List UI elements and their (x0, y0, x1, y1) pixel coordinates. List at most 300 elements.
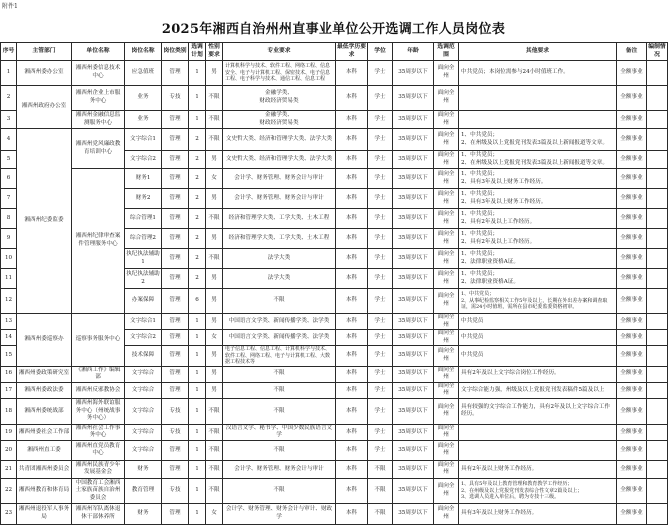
cell-gender: 女 (206, 503, 223, 524)
cell-note: 全额事业 (617, 366, 647, 382)
cell-scope: 面向全州 (434, 503, 459, 524)
cell-other: 1、中共党员； 2、具有2年及以上工作经历。 (459, 229, 617, 249)
cell-plan: 1 (189, 503, 206, 524)
cell-gender: 不限 (206, 111, 223, 129)
cell-plan: 1 (189, 478, 206, 503)
header-note: 备注 (617, 43, 647, 61)
cell-no: 18 (1, 398, 17, 424)
cell-scope: 面向全州 (434, 289, 459, 314)
cell-edu: 本科 (336, 209, 368, 229)
cell-degree: 学士 (368, 424, 393, 440)
cell-department: 共青团湘西州委员会 (17, 460, 72, 478)
cell-scope: 面向全州 (434, 330, 459, 346)
cell-major: 不限 (223, 289, 336, 314)
cell-no: 2 (1, 86, 17, 111)
cell-degree: 学士 (368, 314, 393, 330)
cell-post: 财务1 (125, 169, 162, 189)
cell-age: 35周岁以下 (393, 398, 434, 424)
cell-staff (647, 289, 668, 314)
cell-type: 管理 (162, 460, 189, 478)
cell-type: 管理 (162, 346, 189, 367)
cell-major: 不限 (223, 398, 336, 424)
cell-other: 1、中共党员； 2、具有3年及以上财务工作经历。 (459, 169, 617, 189)
cell-no: 12 (1, 289, 17, 314)
header-other: 其他要求 (459, 43, 617, 61)
cell-unit: 湘西州社会工作事务中心 (72, 424, 125, 440)
cell-type: 管理 (162, 382, 189, 398)
cell-age: 35周岁以下 (393, 86, 434, 111)
cell-note: 全额事业 (617, 314, 647, 330)
cell-staff (647, 503, 668, 524)
header-edu: 最低学历要求 (336, 43, 368, 61)
cell-department: 湘西州纪委监委 (17, 129, 72, 314)
cell-age: 35周岁以下 (393, 330, 434, 346)
cell-gender: 男 (206, 346, 223, 367)
cell-plan: 2 (189, 269, 206, 289)
cell-unit: 湘西州直党员教育中心 (72, 440, 125, 460)
cell-degree: 学士 (368, 111, 393, 129)
cell-type: 专技 (162, 424, 189, 440)
cell-major: 会计学、财务管理、财务会计与审计 (223, 169, 336, 189)
cell-scope: 面向全州 (434, 478, 459, 503)
cell-gender: 不限 (206, 478, 223, 503)
cell-staff (647, 249, 668, 269)
cell-scope: 面向全州 (434, 366, 459, 382)
cell-major: 不限 (223, 440, 336, 460)
cell-unit: 湘西州军队离休退休干部休养所 (72, 503, 125, 524)
page-title: 2025年湘西自治州州直事业单位公开选调工作人员岗位表 (161, 22, 506, 37)
cell-scope: 面向全州 (434, 249, 459, 269)
header-degree: 学位 (368, 43, 393, 61)
cell-note: 全额事业 (617, 169, 647, 189)
cell-other: 1、中共党员； 2、法律职业资格A证。 (459, 249, 617, 269)
cell-note: 全额事业 (617, 249, 647, 269)
table-row (1, 129, 668, 151)
cell-staff (647, 129, 668, 151)
cell-major: 文史哲大类、经济和管理学大类、法学大类 (223, 129, 336, 151)
cell-degree: 学士 (368, 440, 393, 460)
cell-major: 电子信息工程、信息工程、计算机科学与技术、软件工程、网络工程、电子与计算机工程、大数据工程技术等 (223, 346, 336, 367)
cell-scope: 面向全州 (434, 189, 459, 209)
cell-type: 管理 (162, 503, 189, 524)
cell-edu: 本科 (336, 503, 368, 524)
cell-age: 35周岁以下 (393, 61, 434, 86)
cell-staff (647, 382, 668, 398)
cell-plan: 2 (189, 209, 206, 229)
cell-other: 1、具有5年及以上教育管理和教育教学工作经历； 2、在州级及以上党报党刊发表综合性文章2篇及以上； 3、选调人员进入单位后，聘为专技十三级。 (459, 478, 617, 503)
cell-type: 管理 (162, 189, 189, 209)
cell-post: 文字综合 (125, 366, 162, 382)
cell-edu: 本科 (336, 478, 368, 503)
cell-other: 具有2年及以上财务工作经历。 (459, 460, 617, 478)
cell-type: 管理 (162, 289, 189, 314)
cell-age: 35周岁以下 (393, 111, 434, 129)
cell-age: 35周岁以下 (393, 366, 434, 382)
cell-unit: 湘西州民族青少年发展基金会 (72, 460, 125, 478)
cell-edu: 本科 (336, 189, 368, 209)
cell-degree: 学士 (368, 169, 393, 189)
cell-scope: 面向全州 (434, 440, 459, 460)
cell-no: 13 (1, 314, 17, 330)
cell-age: 35周岁以下 (393, 382, 434, 398)
cell-staff (647, 424, 668, 440)
cell-post: 文字综合 (125, 398, 162, 424)
cell-unit: 湘西州反邪教协会 (72, 382, 125, 398)
cell-other: 中共党员 (459, 314, 617, 330)
cell-plan: 6 (189, 289, 206, 314)
header-type: 岗位类别 (162, 43, 189, 61)
cell-post: 综合管理2 (125, 229, 162, 249)
cell-major: 会计学、财务管理、财务会计与审计、财政学 (223, 503, 336, 524)
cell-scope: 面向全州 (434, 269, 459, 289)
cell-degree: 学士 (368, 61, 393, 86)
cell-staff (647, 111, 668, 129)
cell-staff (647, 460, 668, 478)
cell-age: 35周岁以下 (393, 249, 434, 269)
cell-staff (647, 151, 668, 169)
cell-department: 湘西州教育和体育局 (17, 478, 72, 503)
cell-other (459, 86, 617, 111)
table-row (1, 460, 668, 478)
table-row (1, 61, 668, 86)
table-header-row (1, 43, 668, 61)
cell-staff (647, 189, 668, 209)
cell-age: 35周岁以下 (393, 269, 434, 289)
cell-edu: 本科 (336, 424, 368, 440)
cell-department: 湘西州委办公室 (17, 61, 72, 86)
cell-edu: 本科 (336, 330, 368, 346)
table-row (1, 169, 668, 189)
cell-note: 全额事业 (617, 111, 647, 129)
cell-type: 管理 (162, 269, 189, 289)
cell-gender: 男 (206, 151, 223, 169)
cell-note: 全额事业 (617, 289, 647, 314)
cell-type: 管理 (162, 314, 189, 330)
cell-degree: 学士 (368, 382, 393, 398)
cell-unit: 湘西州纪律审查案件管理服务中心 (72, 169, 125, 314)
cell-no: 8 (1, 209, 17, 229)
cell-gender: 不限 (206, 460, 223, 478)
cell-other: 1、中共党员； 2、具有3年及以上财务工作经历。 (459, 189, 617, 209)
cell-other: 具有3年及以上财务工作经历。 (459, 503, 617, 524)
cell-major: 会计学、财务管理、财务会计与审计 (223, 460, 336, 478)
cell-edu: 本科 (336, 440, 368, 460)
cell-department: 湘西州委政策研究室 (17, 366, 72, 382)
cell-post: 文字综合 (125, 382, 162, 398)
cell-scope: 面向全州 (434, 382, 459, 398)
cell-major: 计算机科学与技术、软件工程、网络工程、信息安全、电子与计算机工程、保密技术、电子信息工程、电子科学与技术、通信工程、信息工程 (223, 61, 336, 86)
cell-gender: 不限 (206, 440, 223, 460)
cell-other (459, 424, 617, 440)
cell-degree: 学士 (368, 189, 393, 209)
cell-no: 11 (1, 269, 17, 289)
attachment-label: 附件1 (2, 3, 18, 10)
cell-unit: 中国教育工会湘西土家族苗族自治州委员会 (72, 478, 125, 503)
header-post: 岗位名称 (125, 43, 162, 61)
cell-plan: 1 (189, 111, 206, 129)
cell-scope: 面向全州 (434, 209, 459, 229)
cell-scope: 面向全州 (434, 129, 459, 151)
cell-major: 文史哲大类、经济和管理学大类、法学大类 (223, 151, 336, 169)
cell-post: 财务 (125, 503, 162, 524)
cell-gender: 男 (206, 61, 223, 86)
cell-degree: 不限 (368, 460, 393, 478)
cell-type: 管理 (162, 249, 189, 269)
table-row (1, 314, 668, 330)
cell-major: 不限 (223, 478, 336, 503)
cell-plan: 1 (189, 398, 206, 424)
cell-edu: 本科 (336, 398, 368, 424)
table-row (1, 111, 668, 129)
cell-major: 汉语言文学、秘书学、中国少数民族语言文学 (223, 424, 336, 440)
cell-other: 1、中共党员； 2、在州级及以上党报党刊发表3篇及以上新闻报道等文章。 (459, 129, 617, 151)
cell-scope: 面向全州 (434, 398, 459, 424)
cell-department: 湘西州委政法委 (17, 382, 72, 398)
cell-edu: 本科 (336, 382, 368, 398)
cell-department: 湘西州委巡察办 (17, 314, 72, 367)
cell-major: 金融学类、 财政经济贸易类 (223, 86, 336, 111)
position-table (0, 42, 668, 525)
cell-post: 业务 (125, 111, 162, 129)
cell-edu: 本科 (336, 460, 368, 478)
cell-age: 35周岁以下 (393, 440, 434, 460)
cell-note: 全额事业 (617, 460, 647, 478)
cell-unit: 湘西州金融信息监测服务中心 (72, 111, 125, 129)
cell-plan: 1 (189, 382, 206, 398)
cell-post: 技术保障 (125, 346, 162, 367)
cell-major: 会计学、财务管理、财务会计与审计 (223, 189, 336, 209)
cell-gender: 男 (206, 289, 223, 314)
cell-age: 35周岁以下 (393, 460, 434, 478)
cell-gender: 男 (206, 366, 223, 382)
cell-age: 35周岁以下 (393, 129, 434, 151)
cell-edu: 本科 (336, 169, 368, 189)
cell-edu: 本科 (336, 111, 368, 129)
cell-no: 15 (1, 346, 17, 367)
cell-other: 1、中共党员； 2、从事纪检监察相关工作5年及以上，长期在外出差办案和调查取证，需24小时值班，需所在县市纪委监委资格初审。 (459, 289, 617, 314)
cell-gender: 男 (206, 189, 223, 209)
cell-plan: 1 (189, 460, 206, 478)
cell-staff (647, 440, 668, 460)
cell-no: 22 (1, 478, 17, 503)
header-no: 序号 (1, 43, 17, 61)
table-row (1, 503, 668, 524)
cell-no: 14 (1, 330, 17, 346)
cell-gender: 男 (206, 314, 223, 330)
cell-edu: 本科 (336, 61, 368, 86)
cell-other: 1、中共党员； 2、在州级及以上党报党刊发表3篇及以上新闻报道等文章。 (459, 151, 617, 169)
cell-plan: 1 (189, 314, 206, 330)
cell-scope: 面向全州 (434, 86, 459, 111)
cell-staff (647, 61, 668, 86)
cell-type: 管理 (162, 366, 189, 382)
cell-no: 21 (1, 460, 17, 478)
cell-unit: 巡察事务服务中心 (72, 314, 125, 367)
cell-plan: 2 (189, 229, 206, 249)
cell-note: 全额事业 (617, 86, 647, 111)
cell-type: 专技 (162, 398, 189, 424)
cell-staff (647, 269, 668, 289)
cell-major: 法学大类 (223, 249, 336, 269)
cell-scope: 面向全州 (434, 61, 459, 86)
cell-edu: 本科 (336, 346, 368, 367)
cell-note: 全额事业 (617, 61, 647, 86)
cell-no: 3 (1, 111, 17, 129)
cell-other: 文字综合能力强，州级及以上党报党刊发表稿件5篇及以上 (459, 382, 617, 398)
cell-degree: 学士 (368, 366, 393, 382)
cell-gender: 男 (206, 229, 223, 249)
cell-major: 不限 (223, 382, 336, 398)
cell-no: 7 (1, 189, 17, 209)
cell-edu: 本科 (336, 249, 368, 269)
cell-staff (647, 398, 668, 424)
cell-type: 专技 (162, 86, 189, 111)
cell-degree: 学士 (368, 229, 393, 249)
cell-note: 全额事业 (617, 382, 647, 398)
cell-degree: 学士 (368, 86, 393, 111)
cell-staff (647, 366, 668, 382)
cell-scope: 面向全州 (434, 111, 459, 129)
cell-edu: 本科 (336, 366, 368, 382)
cell-plan: 1 (189, 424, 206, 440)
cell-age: 35周岁以下 (393, 151, 434, 169)
cell-department: 湘西州委统战部 (17, 398, 72, 424)
cell-age: 35周岁以下 (393, 189, 434, 209)
header-plan: 选调计划 (189, 43, 206, 61)
cell-scope: 面向全州 (434, 314, 459, 330)
cell-post: 业务 (125, 86, 162, 111)
cell-type: 管理 (162, 169, 189, 189)
cell-type: 专技 (162, 478, 189, 503)
cell-staff (647, 169, 668, 189)
table-row (1, 366, 668, 382)
cell-type: 管理 (162, 229, 189, 249)
cell-edu: 本科 (336, 151, 368, 169)
cell-department: 湘西州政府办公室 (17, 86, 72, 129)
cell-age: 35周岁以下 (393, 169, 434, 189)
cell-staff (647, 478, 668, 503)
cell-gender: 不限 (206, 249, 223, 269)
cell-plan: 1 (189, 86, 206, 111)
cell-major: 不限 (223, 366, 336, 382)
cell-post: 文字综合1 (125, 314, 162, 330)
cell-note: 全额事业 (617, 330, 647, 346)
cell-edu: 本科 (336, 229, 368, 249)
cell-other (459, 440, 617, 460)
cell-gender: 男 (206, 382, 223, 398)
cell-note: 全额事业 (617, 346, 647, 367)
cell-edu: 本科 (336, 86, 368, 111)
cell-scope: 面向全州 (434, 460, 459, 478)
cell-edu: 本科 (336, 129, 368, 151)
cell-staff (647, 330, 668, 346)
cell-post: 文字综合2 (125, 151, 162, 169)
cell-staff (647, 346, 668, 367)
cell-unit: 湘西州委信息技术中心 (72, 61, 125, 86)
cell-gender: 不限 (206, 398, 223, 424)
cell-no: 5 (1, 151, 17, 169)
cell-note: 全额事业 (617, 151, 647, 169)
cell-no: 23 (1, 503, 17, 524)
cell-major: 中国语言文学类、新闻传播学类、法学类 (223, 314, 336, 330)
cell-gender: 不限 (206, 209, 223, 229)
cell-scope: 面向全州 (434, 169, 459, 189)
cell-staff (647, 229, 668, 249)
header-unit: 单位名称 (72, 43, 125, 61)
cell-age: 35周岁以下 (393, 314, 434, 330)
cell-staff (647, 314, 668, 330)
cell-note: 全额事业 (617, 269, 647, 289)
cell-edu: 本科 (336, 269, 368, 289)
header-scope: 选调范围 (434, 43, 459, 61)
cell-major: 经济和管理学大类、工学大类、土木工程 (223, 229, 336, 249)
cell-plan: 2 (189, 189, 206, 209)
cell-degree: 学士 (368, 129, 393, 151)
cell-post: 文字综合1 (125, 129, 162, 151)
cell-plan: 2 (189, 249, 206, 269)
cell-age: 35周岁以下 (393, 478, 434, 503)
cell-other: 中共党员 (459, 346, 617, 367)
cell-note: 全额事业 (617, 424, 647, 440)
cell-plan: 2 (189, 169, 206, 189)
cell-degree: 学士 (368, 330, 393, 346)
cell-scope: 面向全州 (434, 229, 459, 249)
header-department: 主管部门 (17, 43, 72, 61)
cell-major: 中国语言文学类、新闻传播学类、法学类 (223, 330, 336, 346)
cell-other: 具有2年及以上文字综合岗位工作经历。 (459, 366, 617, 382)
cell-type: 管理 (162, 209, 189, 229)
cell-other: 1、中共党员； 2、具有2年及以上工作经历。 (459, 209, 617, 229)
cell-type: 管理 (162, 330, 189, 346)
cell-type: 管理 (162, 129, 189, 151)
table-row (1, 382, 668, 398)
cell-degree: 学士 (368, 151, 393, 169)
table-row (1, 424, 668, 440)
cell-plan: 1 (189, 330, 206, 346)
cell-plan: 2 (189, 151, 206, 169)
cell-post: 财务 (125, 460, 162, 478)
cell-gender: 女 (206, 169, 223, 189)
table-row (1, 398, 668, 424)
cell-no: 16 (1, 366, 17, 382)
cell-post: 办案保障 (125, 289, 162, 314)
cell-edu: 本科 (336, 314, 368, 330)
cell-other: 具有较强的文字综合工作能力，具有2年及以上文字综合工作经历。 (459, 398, 617, 424)
cell-staff (647, 86, 668, 111)
cell-other (459, 111, 617, 129)
cell-note: 全额事业 (617, 478, 647, 503)
cell-no: 1 (1, 61, 17, 86)
cell-degree: 学士 (368, 249, 393, 269)
cell-no: 6 (1, 169, 17, 189)
cell-plan: 1 (189, 366, 206, 382)
header-age: 年龄 (393, 43, 434, 61)
cell-department: 湘西州委社会工作部 (17, 424, 72, 440)
cell-post: 执纪执法辅助1 (125, 249, 162, 269)
header-major: 专业要求 (223, 43, 336, 61)
cell-department: 湘西州直工委 (17, 440, 72, 460)
cell-note: 全额事业 (617, 398, 647, 424)
cell-post: 应急值班 (125, 61, 162, 86)
cell-gender: 不限 (206, 86, 223, 111)
cell-plan: 2 (189, 129, 206, 151)
cell-note: 全额事业 (617, 209, 647, 229)
cell-other: 中共党员；本岗位需参与24小时值班工作。 (459, 61, 617, 86)
cell-note: 全额事业 (617, 229, 647, 249)
cell-gender: 不限 (206, 424, 223, 440)
cell-plan: 1 (189, 61, 206, 86)
table-row (1, 478, 668, 503)
